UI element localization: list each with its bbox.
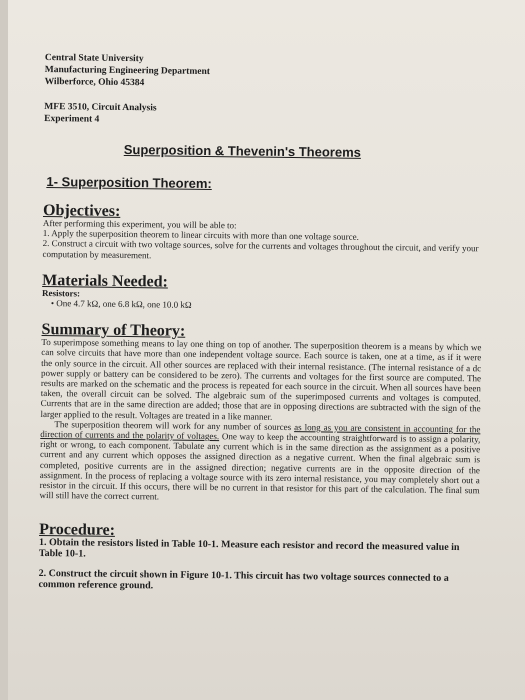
lab-handout	[38, 52, 485, 596]
procedure-step-2: 2. Construct the circuit shown in Figure 10-1. This circuit has two voltage sources connected to a common reference ground.	[38, 568, 449, 592]
course-name: MFE 3510, Circuit Analysis	[44, 101, 157, 114]
experiment-number: Experiment 4	[44, 113, 100, 125]
document-title: Superposition & Thevenin's Theorems	[123, 141, 362, 160]
resistors-label: Resistors:	[41, 287, 81, 299]
objective-1: 1. Apply the superposition theorem to linear circuits with more than one voltage source.	[42, 228, 360, 243]
theory-paragraph-2-rest: One way to keep the accounting straightforward is to assign a polarity, right or wrong, to each component. Tabulate any current which is in the same direction as the assignment as a positive current and any current which opposes the assigned direction as a negative current. When the final algebraic sum is completed, positive currents are in the assigned direction; negative currents are in the opposite direction of the assignment. In the process of replacing a voltage source with its zero internal resistance, you may completely short out a resistor in the circuit. If this occurs, there will be no current in that resistor for this part of the calculation. The final sum will still have the correct current.	[39, 431, 481, 502]
materials-heading: Materials Needed:	[42, 271, 169, 291]
theory-paragraph-2-start: The superposition theorem will work for any number of sources	[54, 418, 295, 432]
document-page	[8, 0, 525, 700]
section-subtitle: 1- Superposition Theorem:	[46, 174, 212, 192]
procedure-heading: Procedure:	[39, 521, 116, 540]
theory-emphasis: as long as you are consistent in accounting for the direction of currents and the polarity of voltages.	[40, 421, 481, 442]
resistor-values: One 4.7 kΩ, one 6.8 kΩ, one 10.0 kΩ	[56, 298, 192, 310]
department-name: Manufacturing Engineering Department	[44, 64, 211, 78]
objectives-heading: Objectives:	[42, 201, 121, 220]
objective-2: 2. Construct a circuit with two voltage sources, solve for the currents and voltages throughout the circuit, and verify your computation by measurement.	[42, 238, 479, 260]
theory-heading: Summary of Theory:	[41, 321, 186, 340]
theory-paragraph-2	[40, 419, 481, 506]
objectives-intro: After performing this experiment, you will be able to:	[42, 217, 237, 231]
theory-paragraph-1: To superimpose something means to lay one thing on top of another. The superposition theorem is a means by which we can solve circuits that have more than one independent voltage source. Each source is taken, one at a time, as if it were the only source in the circuit. All other sources are replaced with their internal resistance. (The internal resistance of a dc power supply or battery can be considered to be zero). The currents and voltages for the first source are computed. The results are marked on the schematic and the process is repeated for each source in the circuit. When all sources have been taken, the overall circuit can be solved. The algebraic sum of the superimposed currents and voltages is computed. Currents that are in the same direction are added; those that are in opposing directions are subtracted with the sign of the larger applied to the result. Voltages are treated in a like manner.	[40, 337, 482, 422]
bullet-icon: •	[50, 298, 55, 309]
address: Wilberforce, Ohio 45384	[44, 76, 145, 89]
procedure-step-1: 1. Obtain the resistors listed in Table 10-1. Measure each resistor and record the measured value in Table 10-1.	[38, 537, 460, 561]
university-name: Central State University	[44, 52, 144, 65]
